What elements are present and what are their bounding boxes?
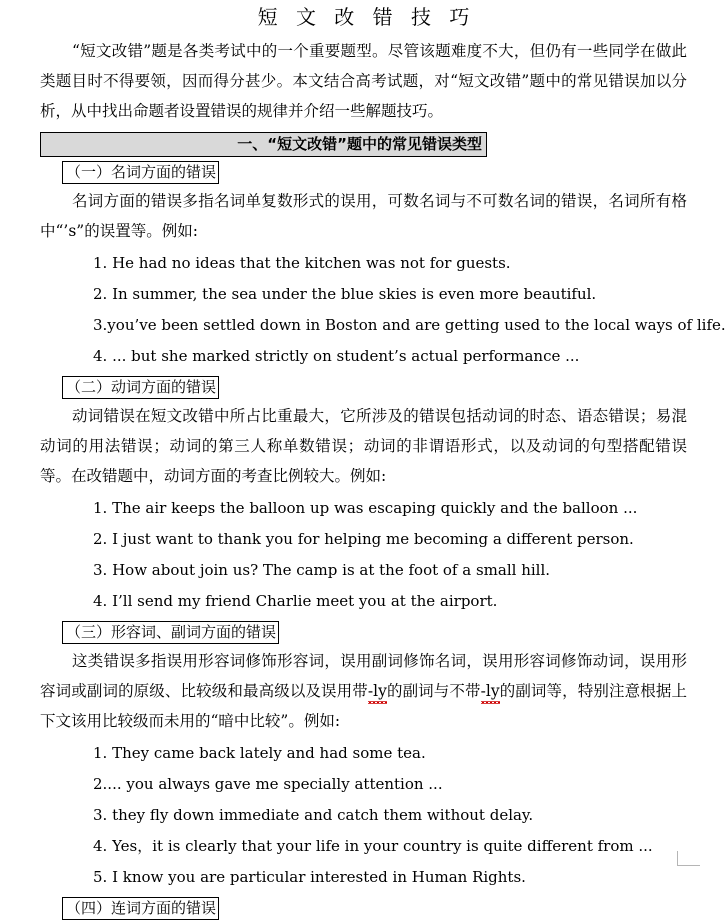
sub-heading-adjectives-adverbs: （三）形容词、副词方面的错误 (62, 621, 279, 644)
paragraph-part: 的副词与不带 (386, 682, 481, 700)
example-item: 1. The air keeps the balloon up was escaping quickly and the balloon ... (93, 499, 638, 517)
sub-heading-row-4 (62, 897, 687, 920)
example-item: 1. They came back lately and had some tea. (93, 744, 426, 762)
intro-paragraph: “短文改错”题是各类考试中的一个重要题型。尽管该题难度不大，但仍有一些同学在做此类题目时不得要领，因而得分甚少。本文结合高考试题，对“短文改错”题中的常见错误加以分析，从中找出命题者设置错误的规律并介绍一些解题技巧。 (40, 42, 687, 120)
examples-nouns (40, 248, 726, 372)
example-item: 4. ... but she marked strictly on student’s actual performance ... (93, 347, 580, 365)
sub-heading-conjunctions: （四）连词方面的错误 (62, 897, 219, 920)
section-banner: 一、“短文改错”题中的常见错误类型 (40, 132, 487, 157)
example-item: 2. In summer, the sea under the blue skies is even more beautiful. (93, 285, 597, 303)
misspelled-word: -ly (367, 682, 387, 700)
page-corner-mark (677, 851, 700, 866)
section-paragraph-nouns: 名词方面的错误多指名词单复数形式的误用，可数名词与不可数名词的错误，名词所有格中“’s”的误置等。例如: (40, 192, 687, 240)
example-item: 2.... you always gave me specially attention ... (93, 775, 443, 793)
document-page (0, 2, 727, 917)
sub-heading-verbs: （二）动词方面的错误 (62, 376, 219, 399)
section-paragraph-verbs: 动词错误在短文改错中所占比重最大，它所涉及的错误包括动词的时态、语态错误；易混动词的用法错误；动词的第三人称单数错误；动词的非谓语形式，以及动词的句型搭配错误等。在改错题中，动词方面的考查比例较大。例如: (40, 407, 687, 485)
example-item: 5. I know you are particular interested in Human Rights. (93, 868, 526, 886)
examples-adjectives-adverbs (40, 738, 687, 893)
sub-heading-row-3 (62, 621, 687, 644)
sub-heading-nouns: （一）名词方面的错误 (62, 161, 219, 184)
example-item: 4. I’ll send my friend Charlie meet you at the airport. (93, 592, 498, 610)
section-banner-row (40, 132, 687, 157)
examples-verbs (40, 493, 687, 617)
sub-heading-row-1 (62, 161, 687, 184)
example-item: 2. I just want to thank you for helping me becoming a different person. (93, 530, 634, 548)
paragraph-part: 的副词等，特别注意根据上下文该用比较级而未用的“暗中比较”。例如: (40, 682, 687, 730)
example-item: 3. they fly down immediate and catch them without delay. (93, 806, 534, 824)
page-title: 短 文 改 错 技 巧 (257, 5, 476, 29)
section-paragraph-adjectives-adverbs (40, 646, 687, 736)
example-item: 1. He had no ideas that the kitchen was not for guests. (93, 254, 511, 272)
sub-heading-row-2 (62, 376, 687, 399)
misspelled-word: -ly (480, 682, 500, 700)
example-item: 3.you’ve been settled down in Boston and are getting used to the local ways of life. (93, 316, 726, 334)
example-item: 4. Yes，it is clearly that your life in your country is quite different from ... (93, 837, 653, 855)
example-item: 3. How about join us? The camp is at the foot of a small hill. (93, 561, 551, 579)
paragraph-part: 这类错误多指误用形容词修饰形容词，误用副词修饰名词，误用形容词修饰动词，误用形容词或副词的原级、比较级和最高级以及误用带 (40, 652, 687, 700)
